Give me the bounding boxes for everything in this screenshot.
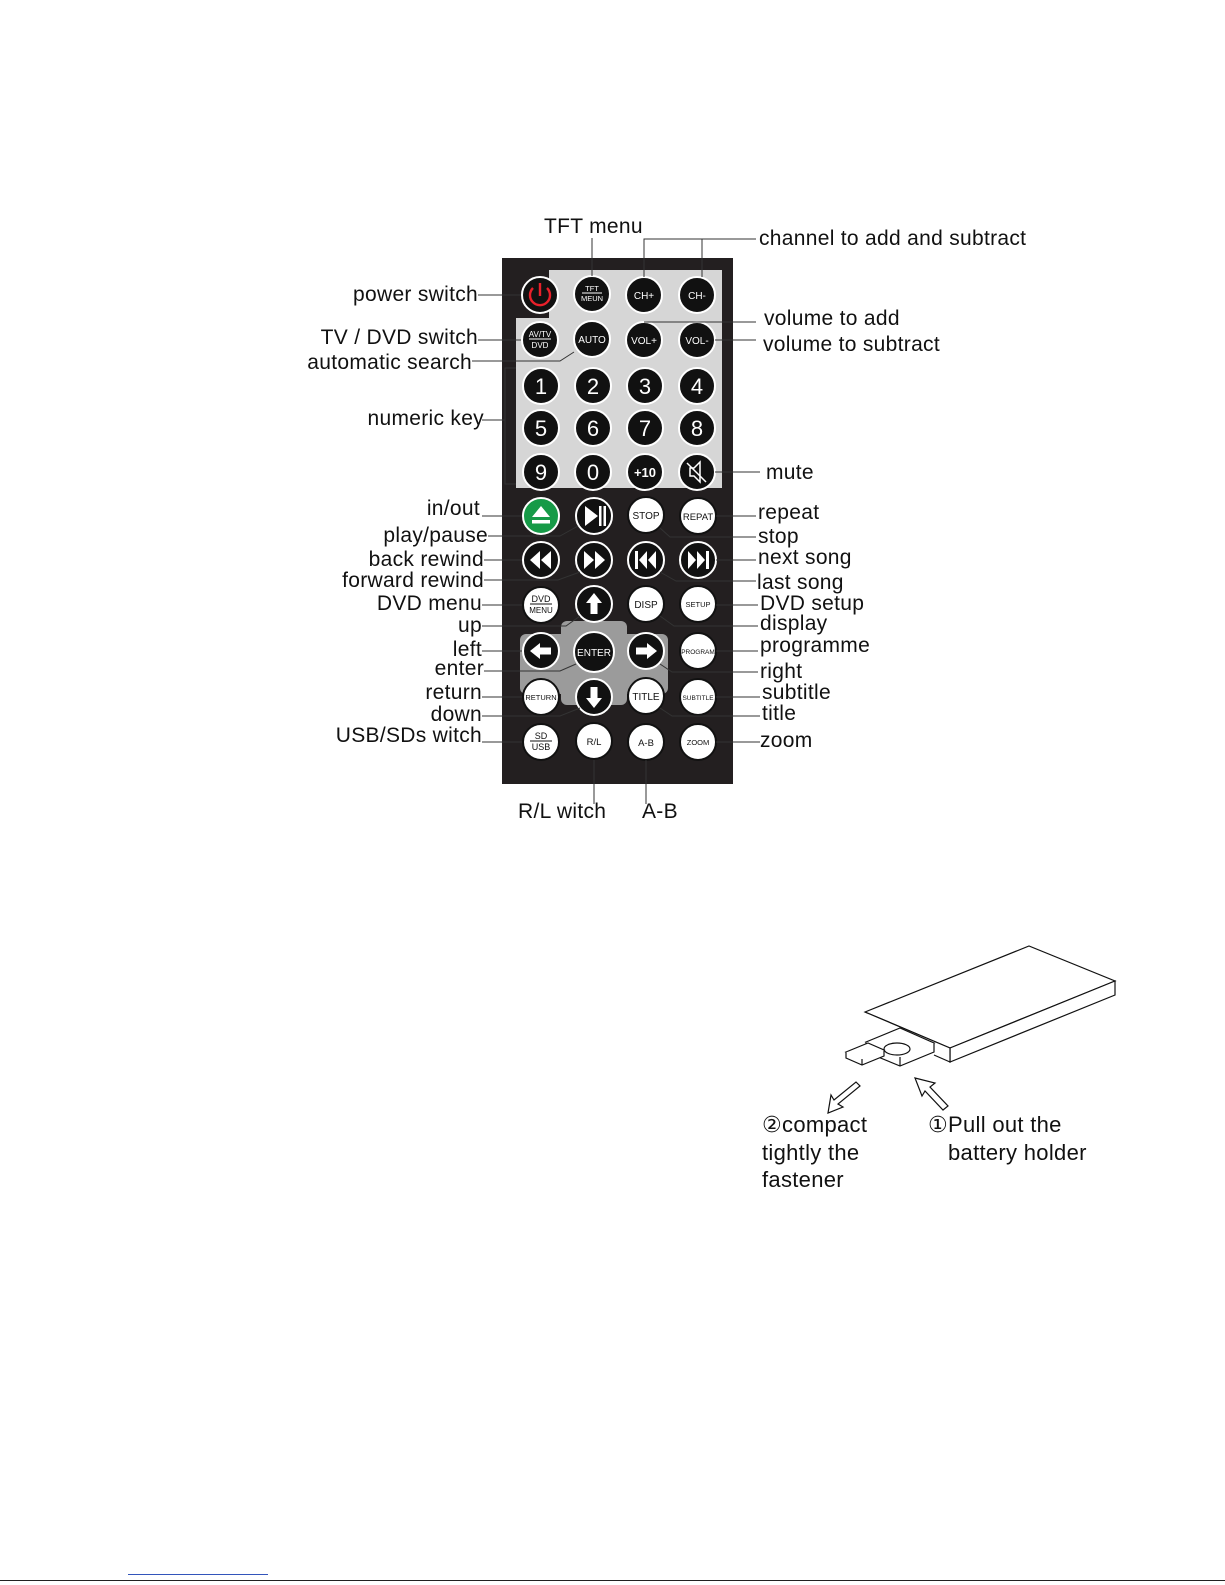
dvd-setup-label: DVD setup: [760, 592, 865, 615]
power-switch-label: power switch: [353, 283, 478, 306]
next-song-button[interactable]: [680, 542, 716, 578]
title-label: title: [762, 702, 797, 725]
forward-rewind-label: forward rewind: [342, 569, 484, 592]
next-song-label: next song: [758, 546, 852, 569]
num-7-button[interactable]: [627, 410, 663, 446]
step-2-label: [762, 1111, 867, 1194]
right-button[interactable]: [628, 633, 664, 669]
subtitle-text: SUBTITLE: [682, 695, 714, 702]
ab-label: A-B: [642, 800, 678, 823]
last-song-button[interactable]: [628, 542, 664, 578]
bottom-rule: [0, 1580, 1225, 1581]
menu-text-bottom: MENU: [529, 606, 553, 615]
channel-label: channel to add and subtract: [759, 227, 1027, 250]
num-5-button[interactable]: [523, 410, 559, 446]
ch-plus-button[interactable]: [626, 277, 662, 313]
num-6-text: 6: [586, 416, 600, 441]
num-6-button[interactable]: [575, 410, 611, 446]
num-3-button[interactable]: [627, 368, 663, 404]
play-pause-label: play/pause: [383, 524, 488, 547]
program-text: PROGRAM: [681, 649, 715, 656]
power-button[interactable]: [522, 277, 558, 313]
usb-sd-switch-button[interactable]: [523, 724, 559, 760]
enter-button[interactable]: [574, 632, 614, 672]
step-1-line-2: battery holder: [948, 1139, 1087, 1165]
in-out-label: in/out: [426, 497, 480, 520]
usb-sd-switch-label: USB/SDs witch: [335, 724, 482, 747]
num-2-button[interactable]: [575, 368, 611, 404]
num-8-button[interactable]: [679, 410, 715, 446]
dvd-text: DVD: [531, 341, 549, 350]
auto-button[interactable]: [574, 321, 610, 357]
title-button[interactable]: [628, 678, 664, 714]
rl-switch-button[interactable]: [576, 723, 612, 759]
enter-text: ENTER: [577, 648, 611, 659]
arrow-inward-icon: [915, 1078, 948, 1110]
rl-text: R/L: [586, 737, 602, 748]
step-2-line-3: fastener: [762, 1167, 844, 1192]
left-label: left: [452, 638, 482, 661]
plus-10-text: +10: [633, 465, 657, 480]
display-label: display: [760, 612, 828, 635]
vol-plus-text: VOL+: [631, 336, 657, 347]
volume-subtract-label: volume to subtract: [763, 333, 940, 356]
vol-minus-button[interactable]: [679, 322, 715, 358]
ab-text: A-B: [638, 738, 654, 749]
stop-label: stop: [758, 525, 799, 548]
step-2-line-2: tightly the: [762, 1139, 860, 1165]
zoom-button[interactable]: [680, 724, 716, 760]
return-text: RETURN: [525, 693, 557, 702]
dvd-menu-label: DVD menu: [376, 592, 482, 615]
plus-10-button[interactable]: [627, 454, 663, 490]
step-1-label: [928, 1111, 1087, 1166]
repeat-label: repeat: [758, 501, 820, 524]
tft-menu-button[interactable]: [574, 276, 610, 312]
play-pause-button[interactable]: [576, 498, 612, 534]
num-9-text: 9: [534, 460, 548, 485]
return-button[interactable]: [523, 679, 559, 715]
back-rewind-button[interactable]: [523, 542, 559, 578]
footer-link-underline: [128, 1574, 268, 1575]
left-button[interactable]: [523, 633, 559, 669]
usb-text: USB: [531, 742, 551, 752]
num-2-text: 2: [586, 374, 600, 399]
num-5-text: 5: [534, 416, 548, 441]
programme-label: programme: [760, 634, 871, 657]
num-1-text: 1: [534, 374, 548, 399]
dvd-setup-button[interactable]: [680, 586, 716, 622]
num-1-button[interactable]: [523, 368, 559, 404]
dvd-text-top: DVD: [531, 594, 551, 604]
program-button[interactable]: [680, 633, 716, 669]
repeat-text: REPAT: [682, 512, 714, 523]
display-button[interactable]: [628, 586, 664, 622]
num-0-text: 0: [586, 460, 600, 485]
enter-label: enter: [434, 657, 484, 680]
num-0-button[interactable]: [575, 454, 611, 490]
down-button[interactable]: [576, 679, 612, 715]
step-2-line-1: ②compact: [762, 1112, 868, 1137]
forward-rewind-button[interactable]: [576, 542, 612, 578]
in-out-button[interactable]: [523, 498, 559, 534]
num-4-button[interactable]: [679, 368, 715, 404]
right-label: right: [760, 660, 803, 683]
vol-minus-text: VOL-: [685, 336, 709, 347]
num-9-button[interactable]: [523, 454, 559, 490]
up-label: up: [458, 614, 482, 637]
ch-minus-text: CH-: [688, 291, 706, 302]
subtitle-button[interactable]: [680, 679, 716, 715]
up-button[interactable]: [576, 586, 612, 622]
av-tv-text: AV/TV: [528, 330, 552, 339]
return-label: return: [425, 681, 482, 704]
stop-text: STOP: [632, 511, 660, 522]
av-tv-dvd-button[interactable]: [522, 322, 558, 358]
disp-text: DISP: [634, 600, 658, 611]
arrow-outward-icon: [828, 1082, 860, 1113]
num-8-text: 8: [690, 416, 704, 441]
tv-dvd-switch-label: TV / DVD switch: [320, 326, 478, 349]
num-4-text: 4: [690, 374, 704, 399]
tft-menu-label: TFT menu: [544, 215, 643, 238]
back-rewind-label: back rewind: [368, 548, 484, 571]
repeat-button[interactable]: [680, 498, 716, 534]
auto-text: AUTO: [578, 335, 606, 346]
tft-menu-text-top: TFT: [585, 284, 599, 293]
tft-menu-text-bottom: MEUN: [580, 294, 604, 303]
dvd-menu-button[interactable]: [523, 587, 559, 623]
automatic-search-label: automatic search: [307, 351, 472, 374]
ch-minus-button[interactable]: [679, 277, 715, 313]
rl-switch-label: R/L witch: [518, 800, 607, 823]
down-label: down: [430, 703, 482, 726]
last-song-label: last song: [757, 571, 844, 594]
mute-button[interactable]: [679, 454, 715, 490]
remote-battery-illustration: [828, 946, 1115, 1113]
zoom-text: ZOOM: [686, 738, 710, 747]
sd-text: SD: [534, 731, 548, 741]
setup-text: SETUP: [685, 600, 711, 609]
stop-button[interactable]: [628, 497, 664, 533]
zoom-label: zoom: [760, 729, 813, 752]
volume-add-label: volume to add: [764, 307, 900, 330]
num-7-text: 7: [638, 416, 652, 441]
ab-button[interactable]: [628, 724, 664, 760]
num-3-text: 3: [638, 374, 652, 399]
step-1-line-1: ①Pull out the: [928, 1112, 1062, 1137]
ch-plus-text: CH+: [633, 291, 655, 302]
numeric-key-label: numeric key: [367, 407, 484, 430]
title-text: TITLE: [632, 692, 660, 703]
mute-label: mute: [766, 461, 814, 484]
subtitle-label: subtitle: [762, 681, 831, 704]
vol-plus-button[interactable]: [626, 322, 662, 358]
